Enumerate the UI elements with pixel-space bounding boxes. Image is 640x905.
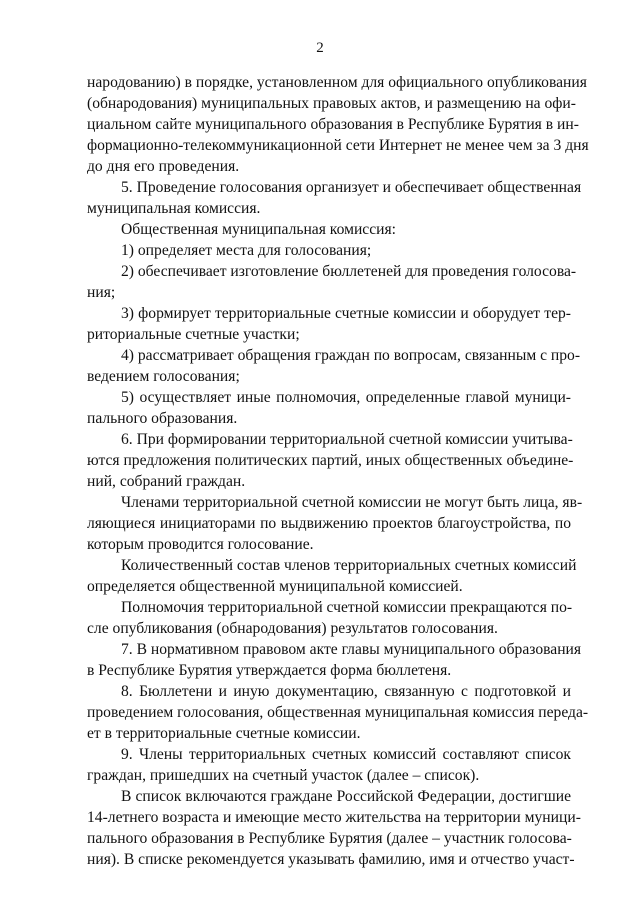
text-line: 4) рассматривает обращения граждан по вопросам, связанным с про- bbox=[121, 347, 581, 364]
document-body bbox=[87, 72, 589, 870]
text-line: 3) формирует территориальные счетные комиссии и оборудует тер- bbox=[121, 305, 571, 322]
text-line: определяется общественной муниципальной комиссией. bbox=[87, 578, 463, 595]
text-line: сле опубликования (обнародования) результатов голосования. bbox=[87, 620, 498, 637]
text-line: 7. В нормативном правовом акте главы муниципального образования bbox=[121, 641, 582, 658]
text-line: 14-летнего возраста и имеющие место жительства на территории муници- bbox=[87, 809, 581, 826]
text-line: в Республике Бурятия утверждается форма бюллетеня. bbox=[87, 662, 452, 679]
text-line: проведением голосования, общественная муниципальная комиссия переда- bbox=[87, 704, 589, 721]
text-line: ния). В списке рекомендуется указывать фамилию, имя и отчество участ- bbox=[87, 851, 575, 868]
text-line: ведением голосования; bbox=[87, 368, 240, 385]
text-line: ются предложения политических партий, иных общественных объедине- bbox=[87, 452, 574, 469]
text-line: которым проводится голосование. bbox=[87, 536, 314, 553]
text-line: Количественный состав членов территориальных счетных комиссий bbox=[121, 557, 577, 574]
text-line: 8. Бюллетени и иную документацию, связанную с подготовкой и bbox=[121, 683, 571, 700]
text-line: 2) обеспечивает изготовление бюллетеней для проведения голосова- bbox=[121, 263, 577, 280]
text-line: пального образования в Республике Бурятия (далее – участник голосова- bbox=[87, 830, 572, 847]
text-line: ет в территориальные счетные комиссии. bbox=[87, 725, 361, 742]
text-line: (обнародования) муниципальных правовых актов, и размещению на офи- bbox=[87, 95, 576, 112]
text-line: риториальные счетные участки; bbox=[87, 326, 300, 343]
text-line: В список включаются граждане Российской Федерации, достигшие bbox=[121, 788, 571, 805]
text-line: 1) определяет места для голосования; bbox=[121, 242, 372, 259]
text-line: ляющиеся инициаторами по выдвижению проектов благоустройства, по bbox=[87, 515, 571, 532]
text-line: 5. Проведение голосования организует и обеспечивает общественная bbox=[121, 179, 582, 196]
text-line: народованию) в порядке, установленном для официального опубликования bbox=[87, 74, 587, 91]
text-line: Полномочия территориальной счетной комиссии прекращаются по- bbox=[121, 599, 573, 616]
text-line: до дня его проведения. bbox=[87, 158, 240, 175]
text-line: циальном сайте муниципального образования в Республике Бурятия в ин- bbox=[87, 116, 579, 133]
text-line: 5) осуществляет иные полномочия, определенные главой муници- bbox=[121, 389, 571, 406]
text-line: формационно-телекоммуникационной сети Интернет не менее чем за 3 дня bbox=[87, 137, 589, 154]
text-line: Членами территориальной счетной комиссии не могут быть лица, яв- bbox=[121, 494, 583, 511]
text-line: Общественная муниципальная комиссия: bbox=[121, 221, 396, 238]
text-line: 6. При формировании территориальной счетной комиссии учитыва- bbox=[121, 431, 573, 448]
text-line: граждан, пришедших на счетный участок (далее – список). bbox=[87, 767, 480, 784]
text-line: пального образования. bbox=[87, 410, 238, 427]
text-line: ний, собраний граждан. bbox=[87, 473, 246, 490]
text-line: муниципальная комиссия. bbox=[87, 200, 261, 217]
text-line: 9. Члены территориальных счетных комиссий составляют список bbox=[121, 746, 571, 763]
page-number: 2 bbox=[316, 40, 324, 56]
text-line: ния; bbox=[87, 284, 116, 301]
